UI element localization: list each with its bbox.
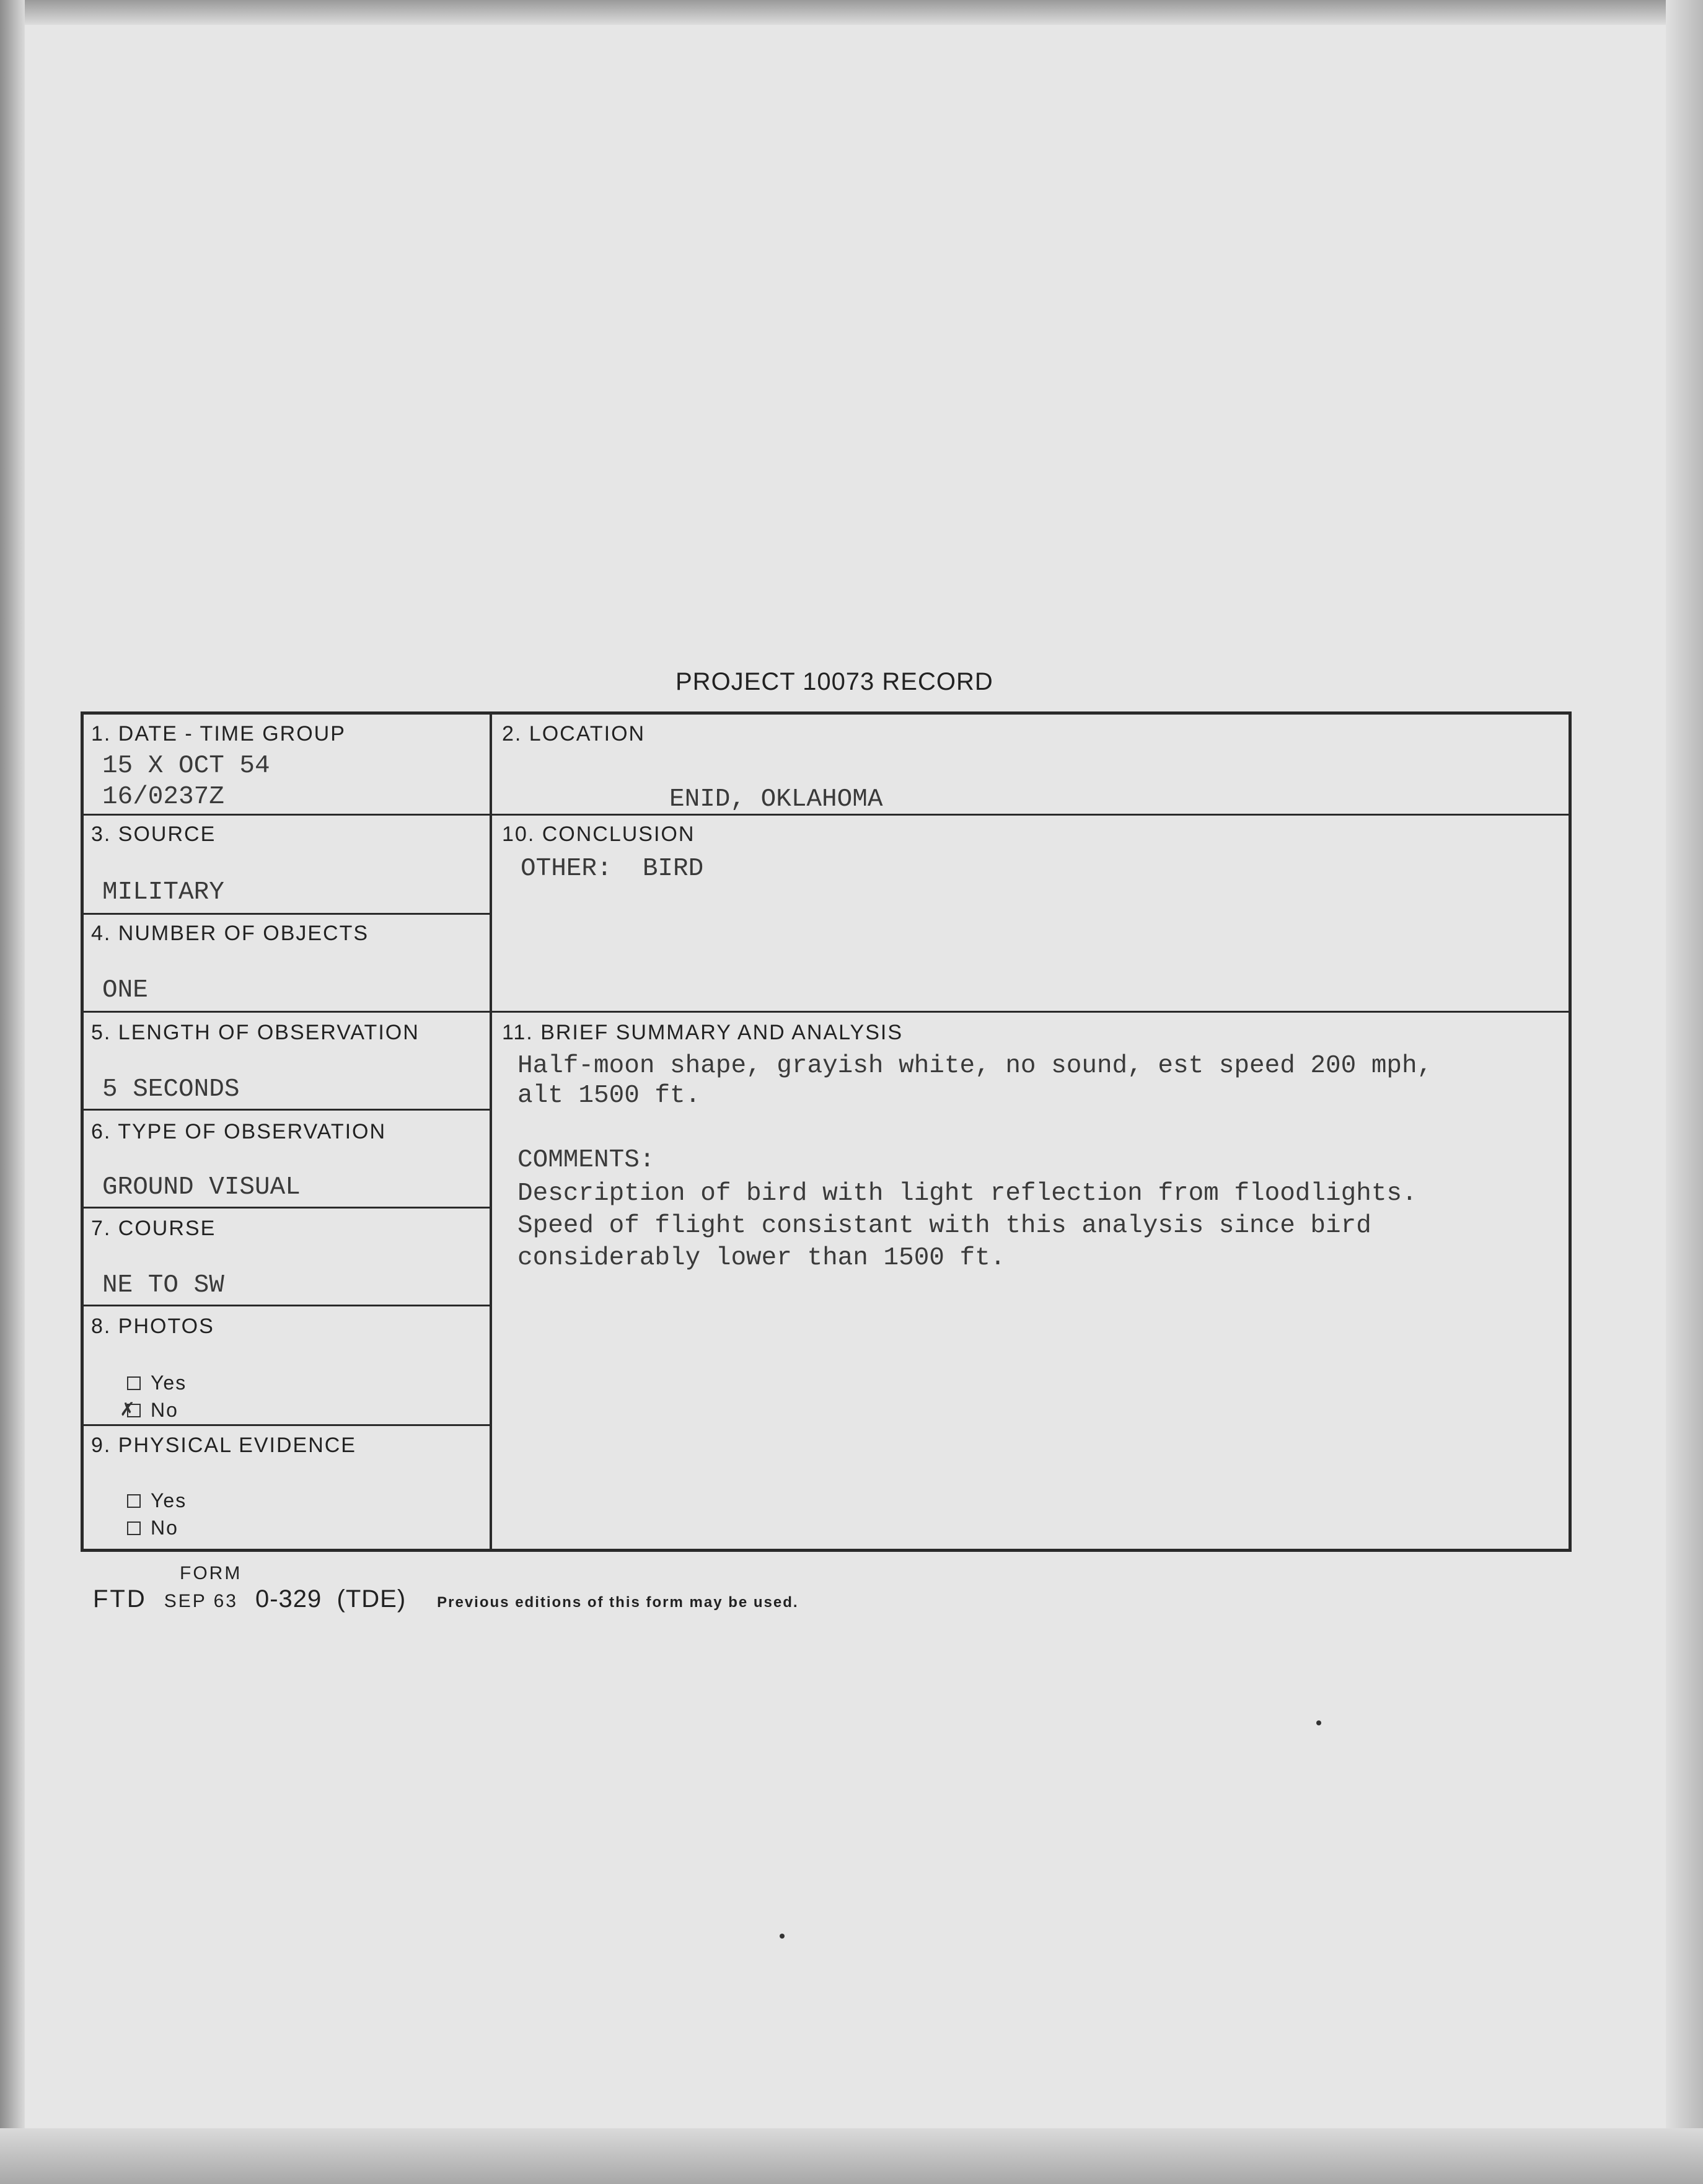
- photos-yes-option[interactable]: [127, 1372, 187, 1394]
- comment-line-3: considerably lower than 1500 ft.: [517, 1244, 1006, 1272]
- physical-evidence-yes-label: Yes: [151, 1489, 187, 1512]
- footer-ftd: FTD: [93, 1585, 147, 1613]
- row-divider: [84, 1011, 1569, 1013]
- physical-evidence-no-label: No: [151, 1517, 178, 1539]
- row-divider: [84, 1424, 492, 1426]
- photos-no-label: No: [151, 1399, 178, 1421]
- summary-line-2: alt 1500 ft.: [517, 1081, 701, 1110]
- photos-no-checkbox[interactable]: [120, 1398, 141, 1420]
- comment-line-1: Description of bird with light reflection from floodlights.: [517, 1179, 1417, 1208]
- location-label: 2. LOCATION: [502, 722, 646, 746]
- photos-no-option[interactable]: [120, 1398, 178, 1422]
- record-title: PROJECT 10073 RECORD: [675, 668, 993, 695]
- summary-line-1: Half-moon shape, grayish white, no sound, est speed 200 mph,: [517, 1052, 1433, 1080]
- row-divider: [84, 814, 1569, 816]
- conclusion-label: 10. CONCLUSION: [502, 822, 695, 846]
- row-divider: [84, 1109, 492, 1111]
- physical-evidence-label: 9. PHYSICAL EVIDENCE: [91, 1433, 356, 1457]
- photos-yes-label: Yes: [151, 1372, 187, 1394]
- physical-evidence-no-option[interactable]: [127, 1517, 178, 1539]
- scan-edge-bottom: [0, 2128, 1703, 2184]
- length-of-observation-label: 5. LENGTH OF OBSERVATION: [91, 1021, 420, 1044]
- date-value: 15 X OCT 54: [102, 752, 270, 780]
- footer-form-number: 0-329 (TDE): [255, 1585, 407, 1613]
- number-of-objects-label: 4. NUMBER OF OBJECTS: [91, 922, 369, 945]
- comment-line-2: Speed of flight consistant with this analysis since bird: [517, 1212, 1371, 1240]
- scan-edge-left: [0, 0, 25, 2184]
- physical-evidence-yes-option[interactable]: [127, 1489, 187, 1512]
- course-label: 7. COURSE: [91, 1217, 216, 1240]
- row-divider: [84, 1207, 492, 1209]
- footer-form-word: FORM: [180, 1563, 242, 1583]
- photos-label: 8. PHOTOS: [91, 1314, 214, 1338]
- location-value: ENID, OKLAHOMA: [669, 785, 883, 814]
- conclusion-value: OTHER: BIRD: [521, 855, 704, 883]
- source-value: MILITARY: [102, 878, 224, 907]
- scan-edge-right: [1666, 0, 1703, 2184]
- physical-evidence-yes-checkbox[interactable]: [127, 1494, 141, 1508]
- type-of-observation-value: GROUND VISUAL: [102, 1173, 301, 1202]
- form-footer: [93, 1585, 799, 1613]
- date-time-label: 1. DATE - TIME GROUP: [91, 722, 346, 746]
- course-value: NE TO SW: [102, 1271, 224, 1300]
- dust-speck: [780, 1934, 785, 1939]
- physical-evidence-no-checkbox[interactable]: [127, 1521, 141, 1535]
- summary-label: 11. BRIEF SUMMARY AND ANALYSIS: [502, 1021, 904, 1044]
- footer-note: Previous editions of this form may be used.: [437, 1594, 799, 1611]
- row-divider: [84, 1305, 492, 1306]
- length-of-observation-value: 5 SECONDS: [102, 1075, 240, 1104]
- type-of-observation-label: 6. TYPE OF OBSERVATION: [91, 1120, 387, 1143]
- number-of-objects-value: ONE: [102, 976, 148, 1005]
- photos-yes-checkbox[interactable]: [127, 1376, 141, 1390]
- dust-speck: [1316, 1720, 1321, 1725]
- footer-date: SEP 63: [164, 1591, 238, 1611]
- record-form: [81, 711, 1572, 1552]
- row-divider: [84, 913, 492, 915]
- time-value: 16/0237Z: [102, 783, 224, 811]
- scan-edge-top: [0, 0, 1703, 25]
- comments-heading: COMMENTS:: [517, 1146, 655, 1174]
- check-mark-icon: ✗: [120, 1398, 137, 1420]
- source-label: 3. SOURCE: [91, 822, 216, 846]
